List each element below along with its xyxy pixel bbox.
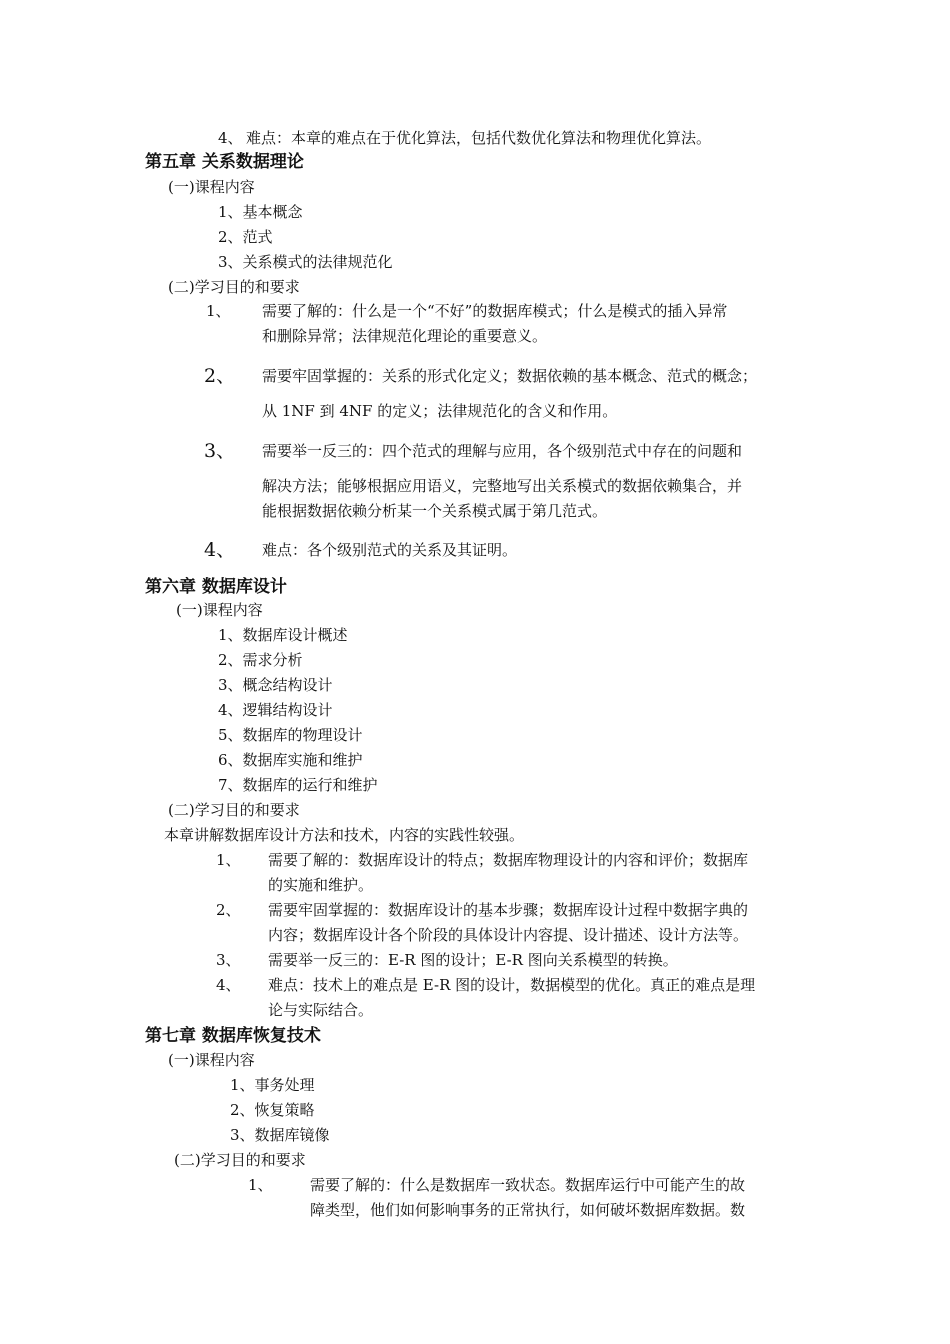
ch6-content-item: 3、概念结构设计 bbox=[218, 676, 333, 694]
ch4-difficulty-number: 4、 bbox=[218, 129, 243, 147]
ch5-goal-line: 从 1NF 到 4NF 的定义；法律规范化的含义和作用。 bbox=[262, 402, 618, 420]
ch7-content-item: 3、数据库镜像 bbox=[230, 1126, 330, 1144]
ch4-difficulty-text: 难点：本章的难点在于优化算法，包括代数优化算法和物理优化算法。 bbox=[246, 129, 712, 147]
ch6-goal-line: 难点：技术上的难点是 E-R 图的设计，数据模型的优化。真正的难点是理 bbox=[268, 976, 756, 994]
ch5-goal-number: 3、 bbox=[204, 440, 236, 462]
ch7-content-item: 2、恢复策略 bbox=[230, 1101, 315, 1119]
ch6-content-item: 1、数据库设计概述 bbox=[218, 626, 348, 644]
ch6-goals-heading: (二)学习目的和要求 bbox=[168, 801, 300, 819]
ch6-content-item: 5、数据库的物理设计 bbox=[218, 726, 363, 744]
ch6-goal-line: 需要了解的：数据库设计的特点；数据库物理设计的内容和评价；数据库 bbox=[268, 851, 749, 869]
ch5-content-item: 1、基本概念 bbox=[218, 203, 303, 221]
ch7-content-heading: (一)课程内容 bbox=[168, 1051, 255, 1069]
ch5-goal-line: 需要了解的：什么是一个“不好”的数据库模式；什么是模式的插入异常 bbox=[262, 302, 728, 320]
ch5-goal-line: 解决方法；能够根据应用语义，完整地写出关系模式的数据依赖集合，并 bbox=[262, 477, 743, 495]
ch6-content-item: 4、逻辑结构设计 bbox=[218, 701, 333, 719]
ch6-goals-intro: 本章讲解数据库设计方法和技术，内容的实践性较强。 bbox=[164, 826, 525, 844]
ch6-goal-line: 内容；数据库设计各个阶段的具体设计内容提、设计描述、设计方法等。 bbox=[268, 926, 749, 944]
ch6-goal-line: 需要牢固掌握的：数据库设计的基本步骤；数据库设计过程中数据字典的 bbox=[268, 901, 749, 919]
ch6-content-item: 7、数据库的运行和维护 bbox=[218, 776, 378, 794]
chapter7-title: 第七章 数据库恢复技术 bbox=[145, 1026, 321, 1046]
ch6-goal-line: 的实施和维护。 bbox=[268, 876, 374, 894]
ch5-goal-line: 需要举一反三的：四个范式的理解与应用，各个级别范式中存在的问题和 bbox=[262, 442, 743, 460]
ch5-goal-line: 需要牢固掌握的：关系的形式化定义；数据依赖的基本概念、范式的概念； bbox=[262, 367, 758, 385]
ch5-goal-number: 1、 bbox=[206, 302, 231, 320]
ch5-goal-line: 能根据数据依赖分析某一个关系模式属于第几范式。 bbox=[262, 502, 608, 520]
ch6-goal-number: 2、 bbox=[216, 901, 241, 919]
ch6-goal-number: 4、 bbox=[216, 976, 241, 994]
ch5-goals-heading: (二)学习目的和要求 bbox=[168, 278, 300, 296]
ch6-goal-number: 1、 bbox=[216, 851, 241, 869]
chapter5-title: 第五章 关系数据理论 bbox=[145, 152, 304, 172]
ch5-goal-number: 2、 bbox=[204, 365, 236, 387]
ch5-content-item: 2、范式 bbox=[218, 228, 273, 246]
ch7-goal-line: 障类型，他们如何影响事务的正常执行，如何破坏数据库数据。数 bbox=[310, 1201, 746, 1219]
ch6-goal-line: 需要举一反三的：E-R 图的设计；E-R 图向关系模型的转换。 bbox=[268, 951, 678, 969]
ch6-goal-number: 3、 bbox=[216, 951, 241, 969]
ch7-goals-heading: (二)学习目的和要求 bbox=[174, 1151, 306, 1169]
ch7-goal-line: 需要了解的：什么是数据库一致状态。数据库运行中可能产生的故 bbox=[310, 1176, 746, 1194]
ch7-content-item: 1、事务处理 bbox=[230, 1076, 315, 1094]
ch5-content-item: 3、关系模式的法律规范化 bbox=[218, 253, 393, 271]
ch7-goal-number: 1、 bbox=[248, 1176, 273, 1194]
chapter6-title: 第六章 数据库设计 bbox=[145, 577, 287, 597]
ch5-content-heading: (一)课程内容 bbox=[168, 178, 255, 196]
ch6-content-item: 2、需求分析 bbox=[218, 651, 303, 669]
ch5-goal-line: 难点：各个级别范式的关系及其证明。 bbox=[262, 541, 518, 559]
ch5-goal-line: 和删除异常；法律规范化理论的重要意义。 bbox=[262, 327, 548, 345]
ch5-goal-number: 4、 bbox=[204, 539, 236, 561]
ch6-content-item: 6、数据库实施和维护 bbox=[218, 751, 363, 769]
ch6-content-heading: (一)课程内容 bbox=[176, 601, 263, 619]
ch6-goal-line: 论与实际结合。 bbox=[268, 1001, 374, 1019]
